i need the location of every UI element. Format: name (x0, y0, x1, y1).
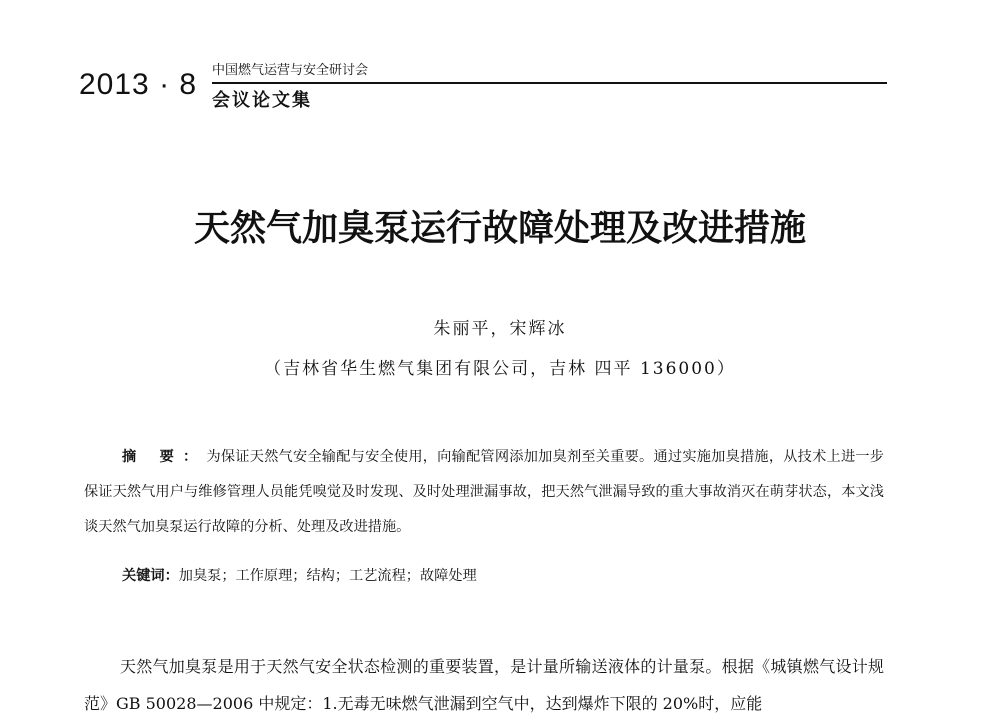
abstract-text: 为保证天然气安全输配与安全使用，向输配管网添加加臭剂至关重要。通过实施加臭措施，从技术上进一步保证天然气用户与维修管理人员能凭嗅觉及时发现、及时处理泄漏事故，把天然气泄漏导致的重大事故消灭在萌芽状态，本文浅谈天然气加臭泵运行故障的分析、处理及改进措施。 (84, 449, 884, 535)
keywords-text: 加臭泵；工作原理；结构；工艺流程；故障处理 (178, 568, 477, 584)
paper-authors: 朱丽平，宋辉冰 (433, 319, 567, 339)
keywords-label: 关键词： (122, 568, 179, 584)
year-issue: 2013 · 8 (79, 68, 198, 101)
page-header (0, 0, 1000, 120)
proceedings-label: 会议论文集 (212, 90, 312, 111)
keywords (122, 565, 477, 587)
paper-affiliation: （吉林省华生燃气集团有限公司，吉林 四平 136000） (264, 359, 736, 379)
abstract-label: 摘 要： (122, 449, 207, 465)
conference-name: 中国燃气运营与安全研讨会 (212, 63, 369, 78)
abstract (84, 440, 884, 545)
body-paragraph: 天然气加臭泵是用于天然气安全状态检测的重要装置，是计量所输送液体的计量泵。根据《城镇燃气设计规范》GB 50028—2006 中规定：1.无毒无味燃气泄漏到空气中，达到爆炸下限的 20%时，应能 (84, 657, 884, 713)
header-rule (212, 82, 887, 84)
paper-title: 天然气加臭泵运行故障处理及改进措施 (193, 207, 806, 249)
